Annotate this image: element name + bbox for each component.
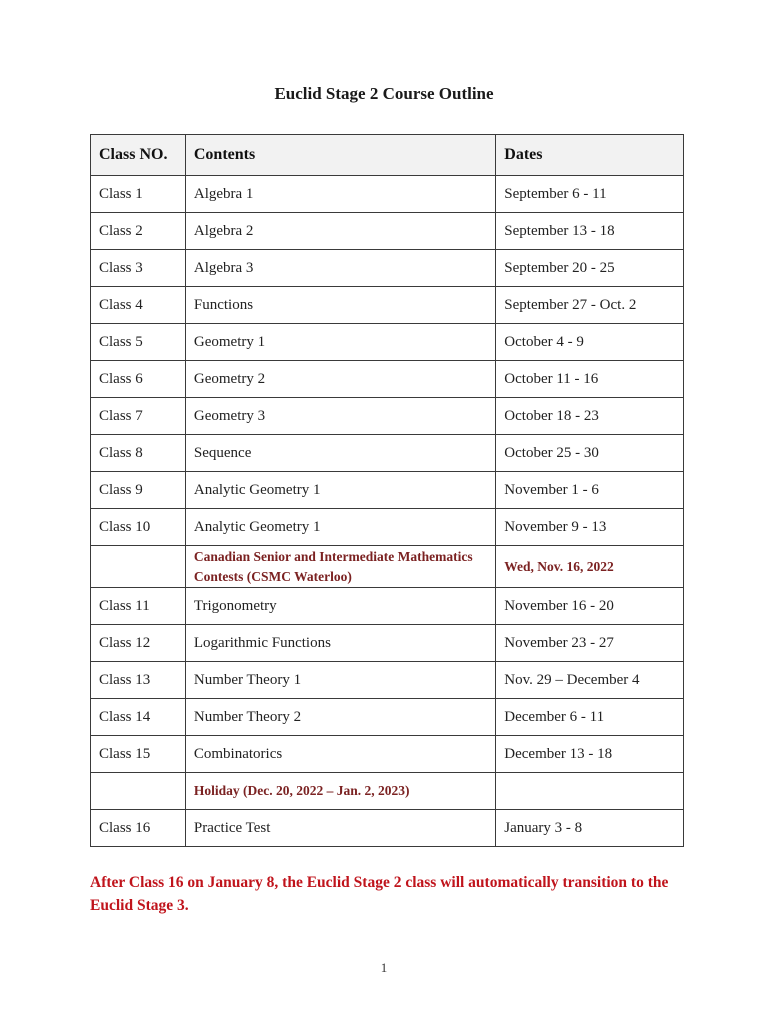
dates-cell: December 6 - 11 (496, 699, 684, 736)
class-no-cell: Class 4 (91, 287, 186, 324)
dates-cell (496, 546, 684, 588)
class-no-cell: Class 7 (91, 398, 186, 435)
class-no-cell: Class 3 (91, 250, 186, 287)
page-number: 1 (380, 960, 388, 975)
table-header-row (91, 135, 684, 176)
table-row (91, 398, 684, 435)
contents-cell: Practice Test (185, 810, 495, 847)
event-title: Canadian Senior and Intermediate Mathematics Contests (CSMC Waterloo) (193, 548, 473, 584)
table-row (91, 699, 684, 736)
dates-cell: January 3 - 8 (496, 810, 684, 847)
contents-cell: Analytic Geometry 1 (185, 472, 495, 509)
table-row (91, 810, 684, 847)
contents-cell (185, 773, 495, 810)
contents-cell: Analytic Geometry 1 (185, 509, 495, 546)
class-no-cell: Class 16 (91, 810, 186, 847)
dates-cell: October 4 - 9 (496, 324, 684, 361)
class-no-cell: Class 10 (91, 509, 186, 546)
dates-cell: October 18 - 23 (496, 398, 684, 435)
contents-cell: Logarithmic Functions (185, 625, 495, 662)
contents-cell: Sequence (185, 435, 495, 472)
event-date: Wed, Nov. 16, 2022 (504, 558, 614, 574)
class-no-cell: Class 6 (91, 361, 186, 398)
dates-cell: Nov. 29 – December 4 (496, 662, 684, 699)
contents-cell: Number Theory 2 (185, 699, 495, 736)
table-row (91, 250, 684, 287)
class-no-cell: Class 15 (91, 736, 186, 773)
dates-cell: November 16 - 20 (496, 588, 684, 625)
contents-cell (185, 546, 495, 588)
contents-cell: Algebra 1 (185, 176, 495, 213)
dates-cell: November 1 - 6 (496, 472, 684, 509)
table-row (91, 625, 684, 662)
class-no-cell: Class 13 (91, 662, 186, 699)
table-row (91, 213, 684, 250)
dates-cell: September 20 - 25 (496, 250, 684, 287)
dates-cell: September 13 - 18 (496, 213, 684, 250)
contents-cell: Functions (185, 287, 495, 324)
dates-cell (496, 773, 684, 810)
holiday-label: Holiday (Dec. 20, 2022 – Jan. 2, 2023) (193, 783, 410, 798)
class-no-cell: Class 9 (91, 472, 186, 509)
class-no-cell: Class 1 (91, 176, 186, 213)
class-no-cell (91, 773, 186, 810)
table-row (91, 736, 684, 773)
page-title: Euclid Stage 2 Course Outline (274, 84, 494, 103)
table-row (91, 287, 684, 324)
contents-cell: Combinatorics (185, 736, 495, 773)
table-row-contest-event (91, 546, 684, 588)
transition-note: After Class 16 on January 8, the Euclid Stage 2 class will automatically transition to the Euclid Stage 3. (90, 874, 669, 914)
table-row (91, 435, 684, 472)
class-no-cell: Class 2 (91, 213, 186, 250)
dates-cell: November 23 - 27 (496, 625, 684, 662)
dates-cell: September 27 - Oct. 2 (496, 287, 684, 324)
dates-cell: October 11 - 16 (496, 361, 684, 398)
table-row (91, 324, 684, 361)
contents-cell: Geometry 3 (185, 398, 495, 435)
contents-cell: Geometry 2 (185, 361, 495, 398)
class-no-cell: Class 11 (91, 588, 186, 625)
table-row (91, 662, 684, 699)
contents-cell: Algebra 2 (185, 213, 495, 250)
contents-cell: Algebra 3 (185, 250, 495, 287)
class-no-cell: Class 14 (91, 699, 186, 736)
column-header-class-no: Class NO. (91, 135, 186, 176)
dates-cell: September 6 - 11 (496, 176, 684, 213)
class-no-cell: Class 5 (91, 324, 186, 361)
column-header-dates: Dates (496, 135, 684, 176)
class-no-cell (91, 546, 186, 588)
dates-cell: December 13 - 18 (496, 736, 684, 773)
course-outline-table (90, 134, 684, 847)
table-row (91, 472, 684, 509)
column-header-contents: Contents (185, 135, 495, 176)
table-row-holiday (91, 773, 684, 810)
class-no-cell: Class 12 (91, 625, 186, 662)
table-row (91, 588, 684, 625)
contents-cell: Trigonometry (185, 588, 495, 625)
table-row (91, 176, 684, 213)
contents-cell: Geometry 1 (185, 324, 495, 361)
table-row (91, 361, 684, 398)
contents-cell: Number Theory 1 (185, 662, 495, 699)
dates-cell: October 25 - 30 (496, 435, 684, 472)
class-no-cell: Class 8 (91, 435, 186, 472)
dates-cell: November 9 - 13 (496, 509, 684, 546)
table-row (91, 509, 684, 546)
